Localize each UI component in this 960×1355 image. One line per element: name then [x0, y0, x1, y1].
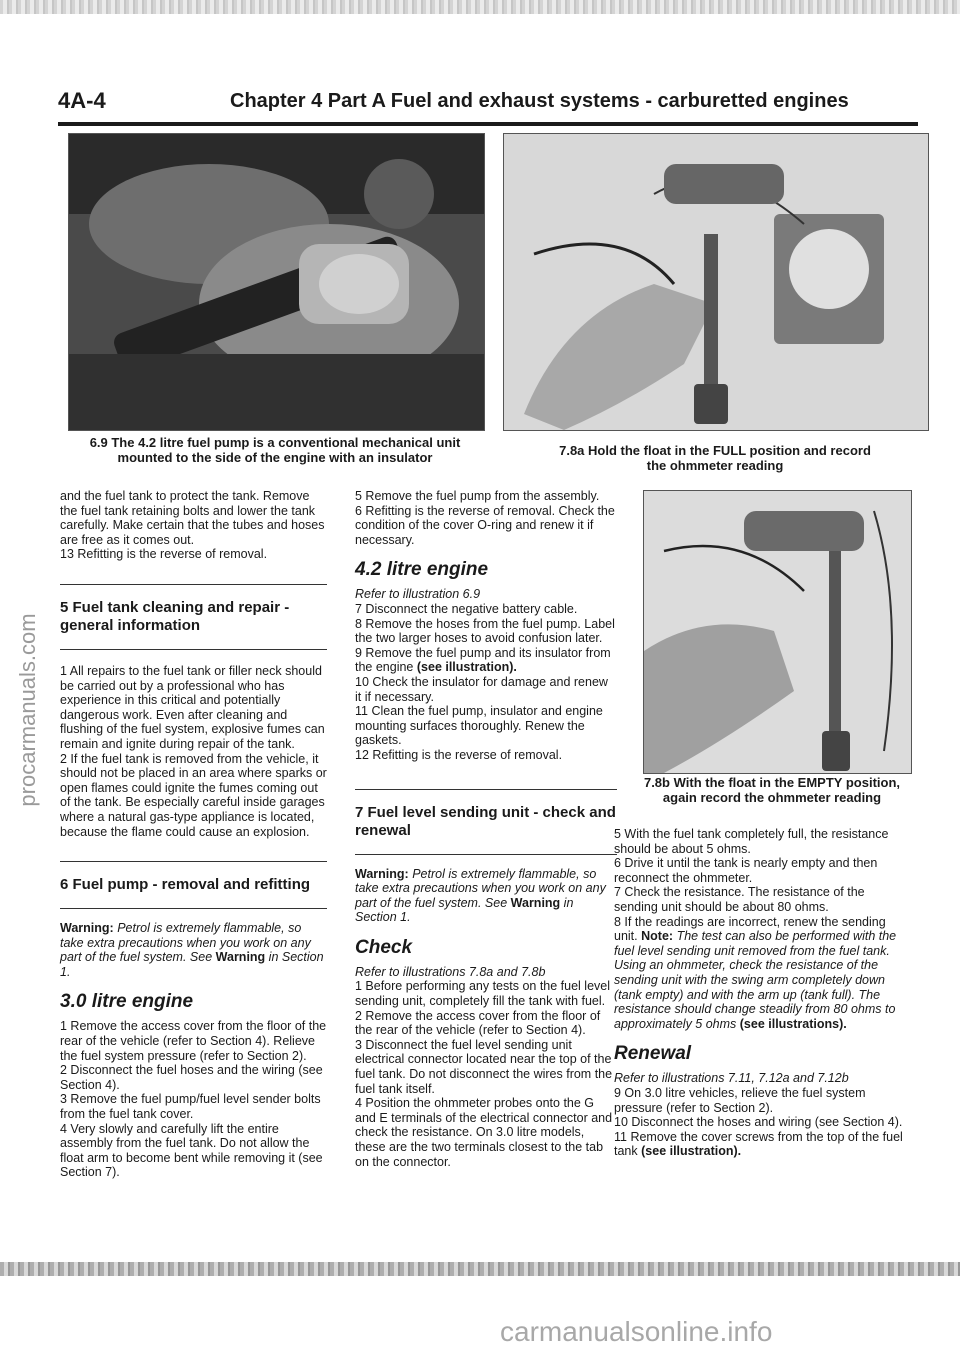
col1-s2: 2 Disconnect the fuel hoses and the wiring (see Section 4). — [60, 1063, 323, 1092]
subhead-4-2-litre: 4.2 litre engine — [355, 559, 489, 581]
watermark-bottom: carmanualsonline.info — [500, 1316, 773, 1347]
col3-r10: 10 Disconnect the hoses and wiring (see Section 4). — [614, 1115, 903, 1130]
watermark-left — [14, 470, 42, 950]
col1-s4: 4 Very slowly and carefully lift the entire assembly from the fuel tank. Do not allow the float arm to become bent while removing it (see Section 7). — [60, 1121, 323, 1180]
col3-c8-note-ref: (see illustrations). — [739, 1016, 847, 1031]
col3-c7: 7 Check the resistance. The resistance of the sending unit should be about 80 ohms. — [614, 885, 865, 914]
photo-float-full-image — [504, 134, 928, 430]
col2-warning-ref: Warning — [510, 895, 561, 910]
col3-c8 — [614, 915, 904, 1032]
section7-rule — [355, 789, 617, 790]
col3-refer-renewal: Refer to illustrations 7.11, 7.12a and 7.12b — [614, 1071, 849, 1086]
col2-warning-text: Petrol is extremely flammable, so take extra precautions when you work on any part of the fuel system. See — [355, 866, 606, 910]
col2-p5: 5 Remove the fuel pump from the assembly. — [355, 489, 600, 503]
col3-r11 — [614, 1130, 904, 1159]
col3-c8-note-text: The test can also be performed with the fuel level sending unit removed from the fuel tank. Using an ohmmeter, check the resistance of the sending unit with the swing arm completely down (tank empty) and with the arm up (tank full). The resistance should change steadily from 80 ohms to approximately 5 ohms — [614, 929, 897, 1031]
col2-c2: 2 Remove the access cover from the floor of the rear of the vehicle (refer to Section 4). — [355, 1008, 601, 1038]
photo-fuel-pump-image — [69, 134, 484, 430]
photo-float-empty — [643, 490, 912, 774]
col2-p10: 10 Check the insulator for damage and renew it if necessary. — [355, 674, 608, 704]
col1-warning-text: Petrol is extremely flammable, so take extra precautions when you work on any part of the fuel system. See — [60, 921, 311, 965]
col2-p9-ref: (see illustration). — [416, 660, 517, 675]
section5-heading: 5 Fuel tank cleaning and repair - general information — [60, 598, 290, 634]
col3-c5: 5 With the fuel tank completely full, the resistance should be about 5 ohms. — [614, 827, 889, 856]
col1-warning-label: Warning: — [60, 921, 114, 936]
col2-warning-tail: in Section 1. — [355, 895, 574, 925]
col1-warning-ref: Warning — [215, 950, 266, 965]
header-rule — [58, 122, 918, 126]
col2-p11: 11 Clean the fuel pump, insulator and engine mounting surfaces thoroughly. Renew the gaskets. — [355, 704, 603, 748]
column-1 — [60, 489, 327, 1180]
col2-refer-42: Refer to illustration 6.9 — [355, 587, 481, 602]
caption-7-8b-line1: 7.8b With the float in the EMPTY position, — [643, 775, 901, 790]
subhead-check: Check — [355, 936, 413, 958]
subhead-3-0-litre: 3.0 litre engine — [60, 991, 194, 1013]
section6-heading: 6 Fuel pump - removal and refitting — [60, 876, 311, 894]
section7-heading: 7 Fuel level sending unit - check and renewal — [355, 803, 616, 839]
watermark-left-text: procarmanuals.com — [15, 613, 40, 807]
chapter-title: Chapter 4 Part A Fuel and exhaust systems - carburetted engines — [230, 90, 849, 112]
caption-6-9 — [60, 435, 490, 465]
section6-rule — [60, 861, 327, 862]
photo-float-full — [503, 133, 929, 431]
col3-c8-text: 8 If the readings are incorrect, renew the sending unit. — [614, 914, 886, 944]
col1-p1: 1 All repairs to the fuel tank or filler neck should be carried out by a professional who has experience in this critical and potentially dangerous work. Even after cleaning and flushing of the fuel system, explosive fumes can remain and ignite during repair of the tank. — [60, 663, 325, 751]
section5-rule — [60, 584, 327, 585]
col2-c4: 4 Position the ohmmeter probes onto the G and E terminals of the electrical connector and check the resistance. On 3.0 litre models, these are the two terminals closest to the tab on the connector. — [355, 1096, 613, 1169]
col1-warning — [60, 921, 327, 979]
page-header — [58, 86, 918, 120]
col1-p13: 13 Refitting is the reverse of removal. — [60, 547, 268, 562]
col2-c3: 3 Disconnect the fuel level sending unit electrical connector located near the top of the fuel tank. Do not disconnect the wires from the fuel tank itself. — [355, 1037, 613, 1096]
col2-p12: 12 Refitting is the reverse of removal. — [355, 747, 563, 762]
col1-warning-tail: in Section 1. — [60, 950, 324, 979]
col2-p7: 7 Disconnect the negative battery cable. — [355, 601, 578, 616]
page-number: 4A-4 — [58, 88, 106, 113]
photo-float-empty-image — [644, 491, 911, 773]
caption-7-8a — [498, 443, 932, 473]
caption-6-9-line1: 6.9 The 4.2 litre fuel pump is a conventional mechanical unit — [89, 435, 461, 450]
col1-p2: 2 If the fuel tank is removed from the vehicle, it should not be placed in an area where sparks or open flames could ignite the fumes coming out of the tank. Be especially careful inside garages where a natural gas-type appliance is located, because the flame could cause an explosion. — [60, 751, 327, 839]
caption-7-8b-line2: again record the ohmmeter reading — [662, 790, 882, 805]
caption-7-8b — [616, 775, 928, 805]
col2-warning — [355, 867, 617, 925]
col2-p6: 6 Refitting is the reverse of removal. Check the condition of the cover O-ring and renew it if necessary. — [355, 503, 615, 547]
photo-fuel-pump — [68, 133, 485, 431]
column-3 — [614, 827, 904, 1159]
col3-r11-ref: (see illustration). — [641, 1144, 742, 1159]
col1-intro: and the fuel tank to protect the tank. Remove the fuel tank retaining bolts and lower the tank carefully. Make certain that the tubes and hoses are free as it comes out. — [60, 489, 325, 547]
col1-s3: 3 Remove the fuel pump/fuel level sender bolts from the fuel tank cover. — [60, 1092, 321, 1122]
col2-p9 — [355, 646, 617, 675]
subhead-renewal: Renewal — [614, 1043, 692, 1065]
col3-c6: 6 Drive it until the tank is nearly empty and then reconnect the ohmmeter. — [614, 856, 878, 885]
caption-6-9-line2: mounted to the side of the engine with an insulator — [117, 450, 433, 465]
caption-7-8a-line1: 7.8a Hold the float in the FULL position and record — [559, 443, 871, 458]
column-2 — [355, 489, 617, 1169]
scan-band-bottom — [0, 1262, 960, 1276]
col2-p9-text: 9 Remove the fuel pump and its insulator from the engine — [355, 645, 611, 675]
col2-warning-label: Warning: — [355, 866, 409, 881]
col3-r9: 9 On 3.0 litre vehicles, relieve the fuel system pressure (refer to Section 2). — [614, 1085, 866, 1115]
col3-r11-text: 11 Remove the cover screws from the top of the fuel tank — [614, 1129, 903, 1159]
col2-refer-check: Refer to illustrations 7.8a and 7.8b — [355, 964, 546, 979]
col2-p8: 8 Remove the hoses from the fuel pump. Label the two larger hoses to avoid confusion later. — [355, 616, 615, 646]
col2-c1: 1 Before performing any tests on the fuel level sending unit, completely fill the tank with fuel. — [355, 979, 611, 1009]
col1-s1: 1 Remove the access cover from the floor of the rear of the vehicle (refer to Section 4). Relieve the fuel system pressure (refer to Section 2). — [60, 1019, 327, 1063]
col3-c8-note-label: Note: — [641, 929, 674, 944]
scan-band-top — [0, 0, 960, 14]
caption-7-8a-line2: the ohmmeter reading — [646, 458, 784, 473]
